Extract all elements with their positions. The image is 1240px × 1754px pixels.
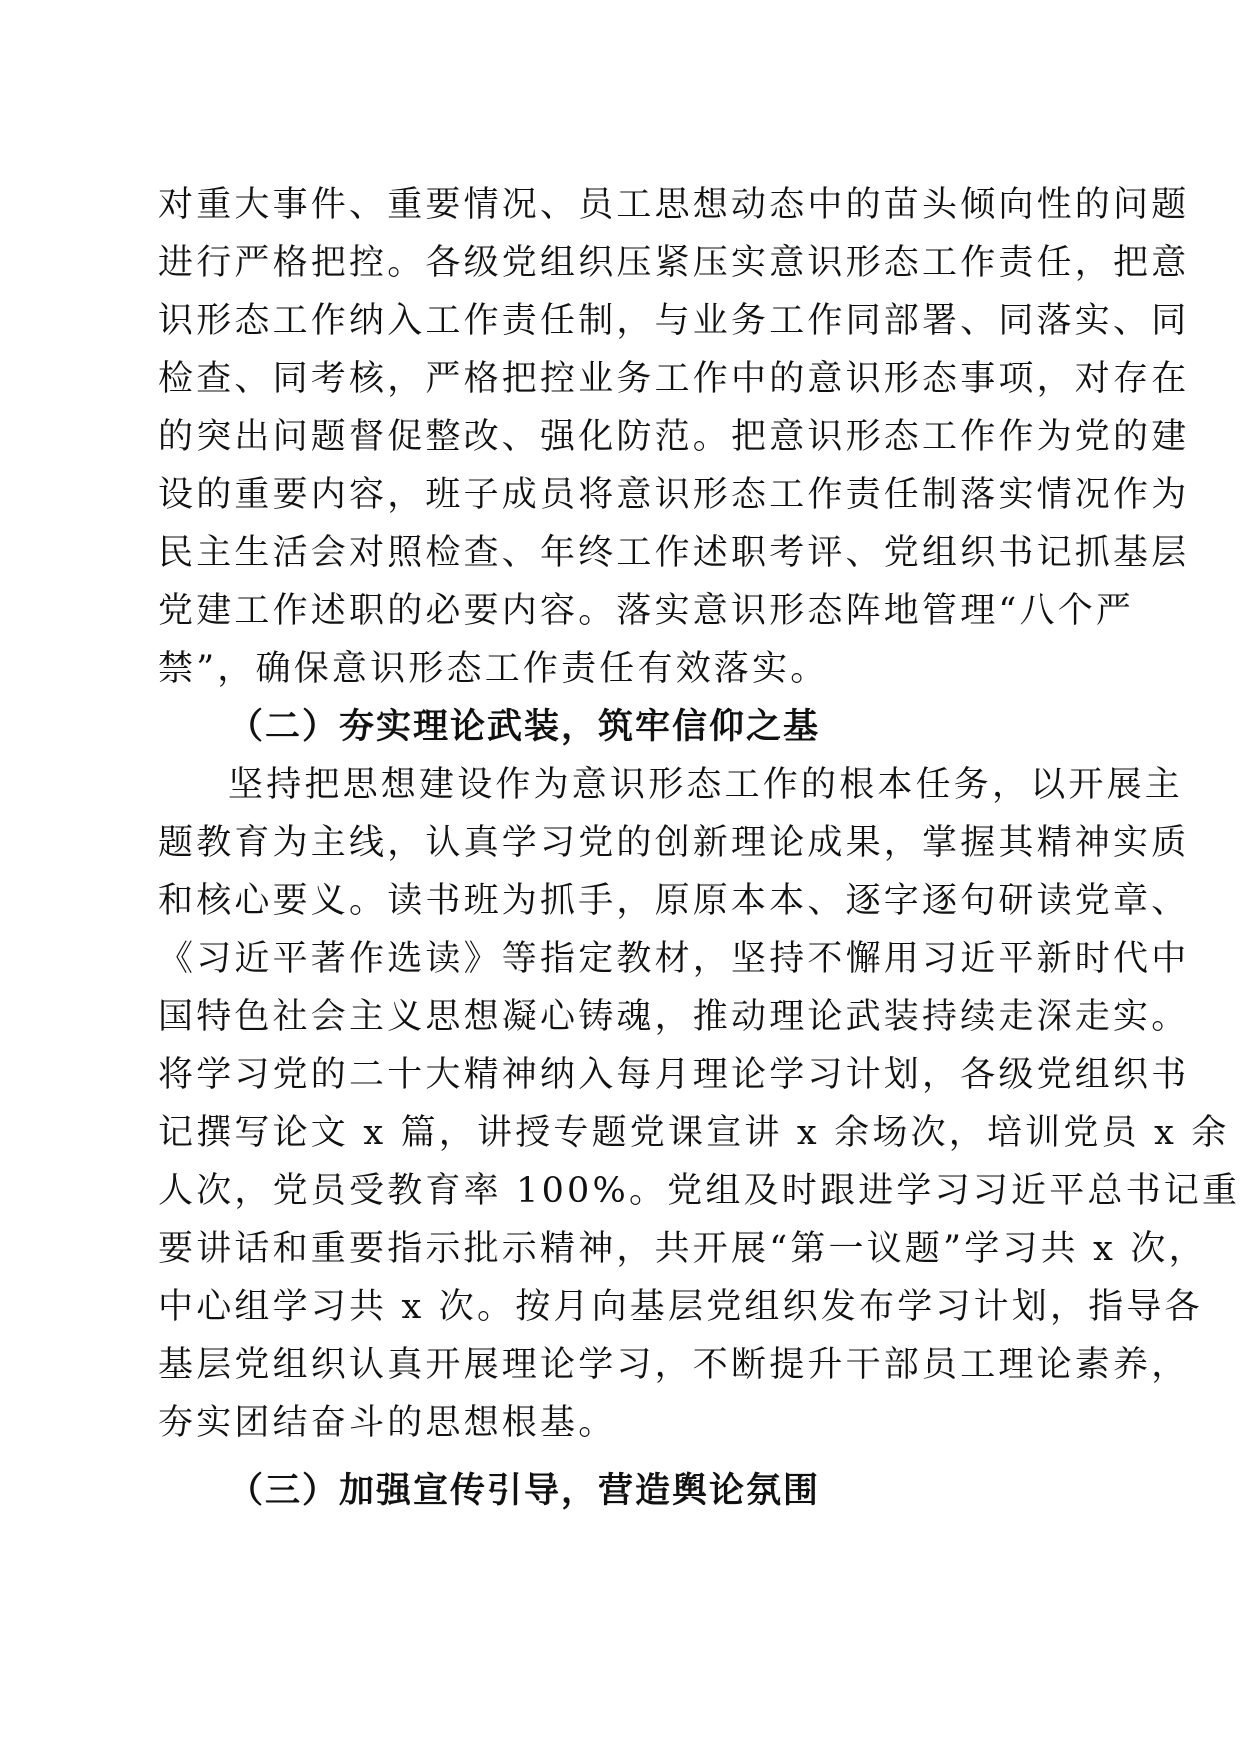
paragraph-line: 坚持把思想建设作为意识形态工作的根本任务，以开展主 (228, 765, 1184, 805)
paragraph-line: 民主生活会对照检查、年终工作述职考评、党组织书记抓基层 (158, 533, 1190, 573)
paragraph-line: 题教育为主线，认真学习党的创新理论成果，掌握其精神实质 (158, 823, 1190, 863)
paragraph-line: 和核心要义。读书班为抓手，原原本本、逐字逐句研读党章、 (158, 881, 1190, 921)
paragraph-line: 《习近平著作选读》等指定教材，坚持不懈用习近平新时代中 (158, 939, 1190, 979)
paragraph-line: 党建工作述职的必要内容。落实意识形态阵地管理“八个严 (158, 591, 1135, 631)
paragraph-line: 对重大事件、重要情况、员工思想动态中的苗头倾向性的问题 (158, 185, 1190, 225)
paragraph-line: 的突出问题督促整改、强化防范。把意识形态工作作为党的建 (158, 417, 1190, 457)
paragraph-line: 将学习党的二十大精神纳入每月理论学习计划，各级党组织书 (158, 1055, 1190, 1095)
paragraph-line: 夯实团结奋斗的思想根基。 (158, 1403, 617, 1443)
paragraph-line: 基层党组织认真开展理论学习，不断提升干部员工理论素养， (158, 1345, 1190, 1385)
paragraph-line: 中心组学习共 x 次。按月向基层党组织发布学习计划，指导各 (158, 1287, 1203, 1327)
paragraph-line: 禁”，确保意识形态工作责任有效落实。 (158, 649, 829, 689)
paragraph-line: 人次，党员受教育率 100%。党组及时跟进学习习近平总书记重 (158, 1171, 1240, 1211)
paragraph-line: 要讲话和重要指示批示精神，共开展“第一议题”学习共 x 次， (158, 1229, 1207, 1269)
paragraph-line: 进行严格把控。各级党组织压紧压实意识形态工作责任，把意 (158, 243, 1190, 283)
section-heading-2: （二）夯实理论武装，筑牢信仰之基 (228, 706, 821, 747)
paragraph-line: 国特色社会主义思想凝心铸魂，推动理论武装持续走深走实。 (158, 997, 1190, 1037)
paragraph-line: 检查、同考核，严格把控业务工作中的意识形态事项，对存在 (158, 359, 1190, 399)
paragraph-line: 记撰写论文 x 篇，讲授专题党课宣讲 x 余场次，培训党员 x 余 (158, 1113, 1230, 1153)
paragraph-line: 识形态工作纳入工作责任制，与业务工作同部署、同落实、同 (158, 301, 1190, 341)
paragraph-line: 设的重要内容，班子成员将意识形态工作责任制落实情况作为 (158, 475, 1190, 515)
section-heading-3: （三）加强宣传引导，营造舆论氛围 (228, 1470, 821, 1511)
